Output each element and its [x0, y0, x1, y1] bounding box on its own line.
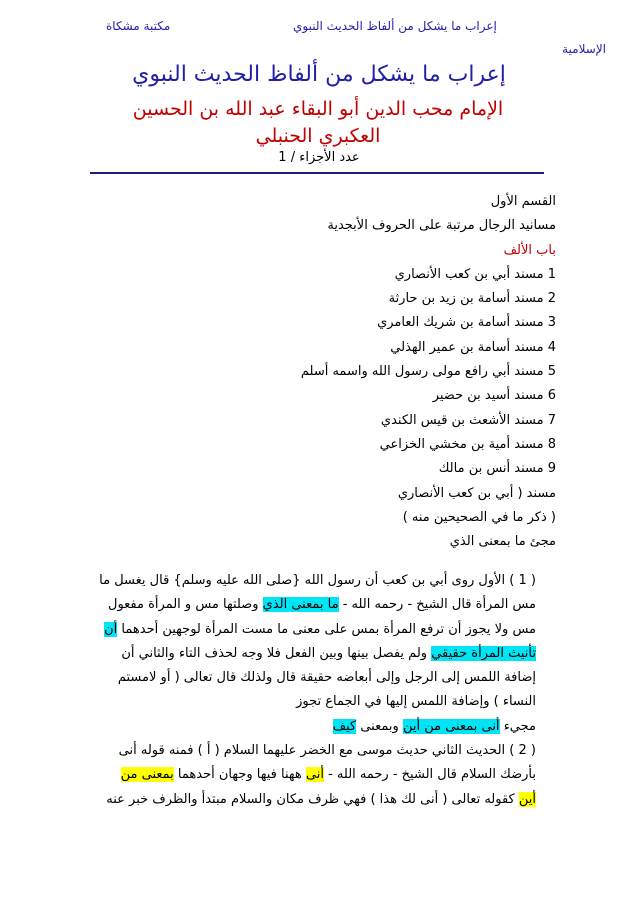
musnad-heading: مسند ( أبي بن كعب الأنصاري — [397, 485, 556, 501]
paragraph-line — [100, 618, 536, 642]
section-subtitle: مسانيد الرجال مرتبة على الحروف الأبجدية — [327, 218, 556, 234]
paragraph-line — [100, 593, 536, 617]
highlight: أنى بمعنى من أين — [402, 718, 500, 734]
highlight: كيف — [332, 718, 357, 734]
text: إضافة اللمس إلى الرجل وإلى أبعاضه حقيقة قال ولذلك قال تعالى ( أو لامستم — [117, 670, 536, 686]
list-item: 8 مسند أمية بن مخشي الخزاعي — [379, 436, 556, 452]
list-item: 6 مسند أسيد بن حضير — [432, 388, 556, 404]
list-item: 9 مسند أنس بن مالك — [438, 461, 556, 477]
highlight-yellow: أنى — [305, 767, 324, 783]
text: ( 1 ) الأول روى أبي بن كعب أن رسول الله {صلى الله عليه وسلم} قال يغسل ما — [99, 573, 536, 588]
highlight: تأنيث المرأة حقيقي — [431, 645, 536, 661]
header-book-title: إعراب ما يشكل من ألفاظ الحديث النبوي — [293, 19, 497, 33]
book-title: إعراب ما يشكل من ألفاظ الحديث النبوي — [132, 62, 506, 87]
text: بأرضك السلام قال الشيخ - رحمه الله - — [323, 767, 536, 783]
list-item: 3 مسند أسامة بن شريك العامري — [377, 315, 556, 331]
author-line-1: الإمام محب الدين أبو البقاء عبد الله بن الحسين — [132, 98, 504, 120]
title-divider — [90, 172, 544, 174]
highlight: ما بمعنى الذي — [262, 597, 339, 613]
book-author — [118, 96, 518, 150]
chapter-heading: باب الألف — [503, 242, 556, 258]
list-item: 2 مسند أسامة بن زيد بن حارثة — [388, 291, 556, 307]
text: ههنا فيها وجهان أحدهما — [173, 767, 306, 783]
author-line-2: العكبري الحنبلي — [255, 125, 381, 147]
list-item: 5 مسند أبي رافع مولى رسول الله واسمه أسلم — [300, 364, 556, 380]
list-item: 7 مسند الأشعث بن قيس الكندي — [380, 412, 556, 428]
list-item: 4 مسند أسامة بن عمير الهذلي — [390, 339, 556, 355]
paragraph-line — [100, 715, 536, 739]
paragraph-line — [100, 763, 536, 787]
paragraph-line — [100, 642, 536, 666]
text: مجيء — [499, 718, 536, 734]
paragraph-line — [100, 788, 536, 812]
list-item: 1 مسند أبي بن كعب الأنصاري — [394, 266, 556, 282]
table-of-contents — [96, 190, 556, 554]
text: مس ولا يجوز أن ترفع المرأة بمس على معنى ما مست المرأة لوجهين أحدهما — [117, 621, 536, 637]
highlight-yellow: أين — [518, 791, 536, 807]
highlight: أن — [104, 621, 118, 637]
volume-count: عدد الأجزاء / 1 — [278, 150, 360, 165]
paragraph-line — [100, 666, 536, 690]
text: كقوله تعالى ( أنى لك هذا ) فهي ظرف مكان والسلام مبتدأ والظرف خبر عنه — [106, 791, 519, 807]
header-site-right-line2: الإسلامية — [562, 42, 606, 56]
text: وبمعنى — [356, 718, 403, 734]
text: ولم يفصل بينها وبين الفعل فلا وجه لحذف التاء والثاني أن — [121, 645, 432, 661]
maji-heading: مجئ ما بمعنى الذي — [449, 534, 556, 550]
body-paragraph — [100, 569, 536, 812]
dhikr-heading: ( ذكر ما في الصحيحين منه ) — [402, 509, 556, 525]
paragraph-line — [100, 569, 536, 593]
paragraph-line — [100, 690, 536, 714]
header-site-right — [466, 14, 606, 63]
text: النساء ) وإضافة اللمس إليها في الجماع تجوز — [296, 694, 536, 710]
paragraph-line — [100, 739, 536, 763]
text: وصلتها مس و المرأة مفعول — [108, 597, 263, 613]
text: ( 2 ) الحديث الثاني حديث موسى مع الخضر عليهما السلام ( أ ) فمنه قوله أنى — [118, 743, 536, 759]
section-heading: القسم الأول — [490, 194, 556, 209]
site-name: مكتبة مشكاة — [106, 19, 171, 33]
highlight-yellow: بمعنى من — [120, 767, 174, 783]
text: مس المرأة قال الشيخ - رحمه الله - — [338, 597, 536, 613]
